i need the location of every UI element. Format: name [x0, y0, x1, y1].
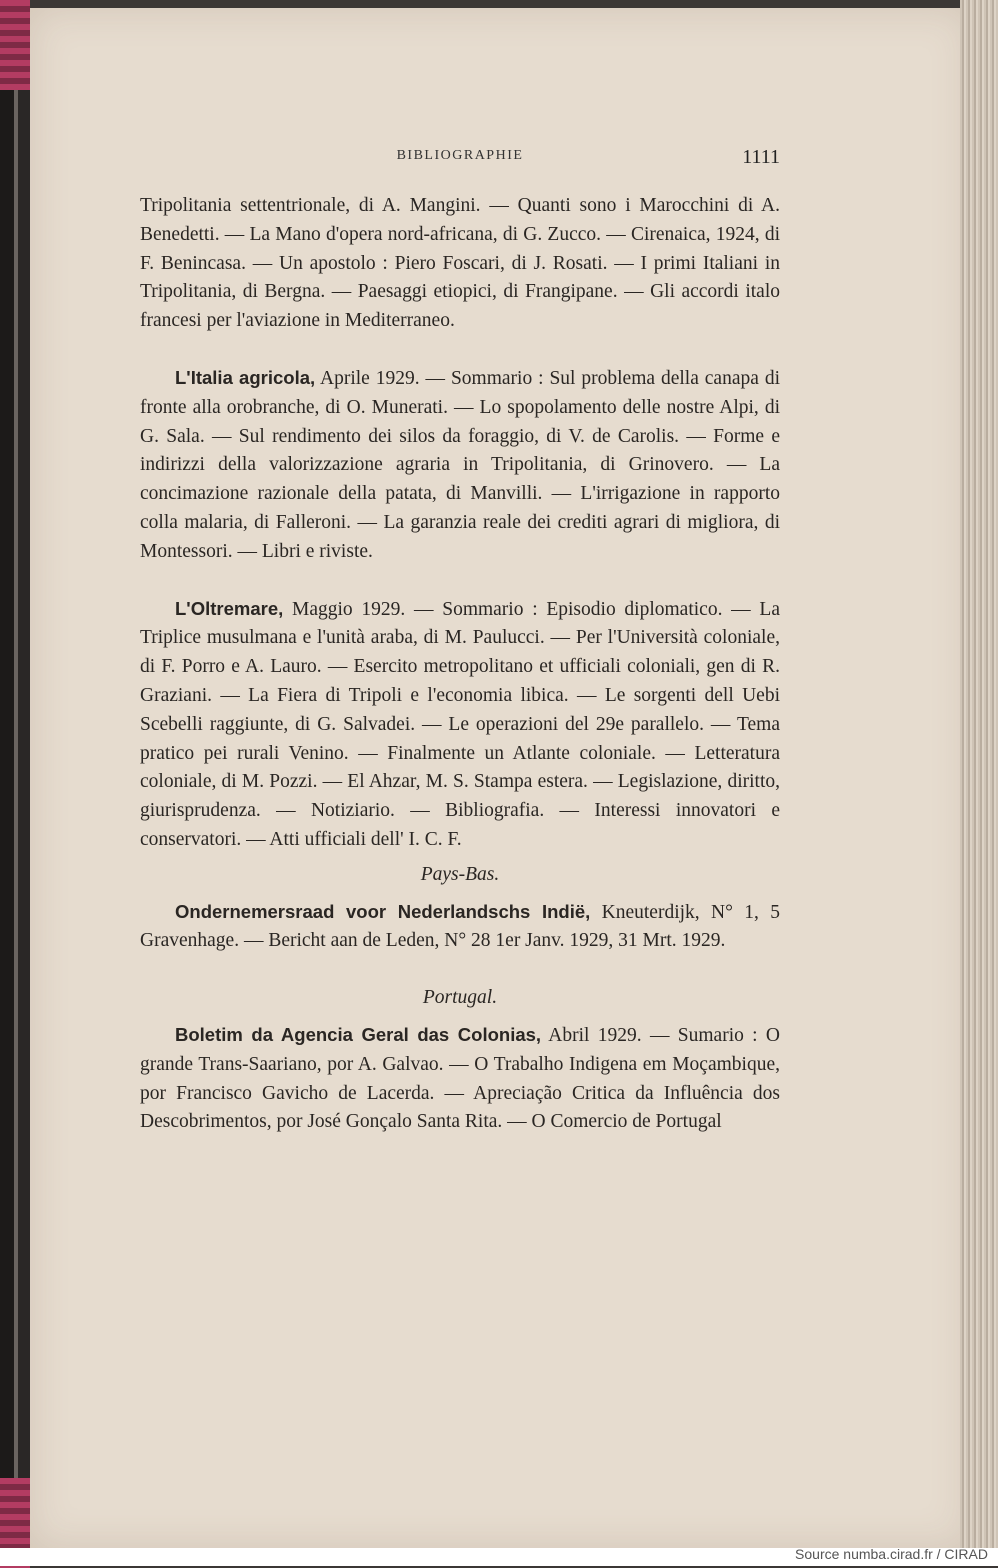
bibliography-entry-italia-agricola	[140, 364, 780, 567]
entry-text: Aprile 1929. — Sommario : Sul problema della canapa di fronte alla orobranche, di O. Munerati. — Lo spopolamento delle nostre Alpi, di G. Sala. — Sul rendimento dei silos da foraggio, di V. de Carolis. — Forme e indirizzi della valorizzazione agraria in Tripolitania, di Grinovero. — La concimazione razionale della patata, di Manvilli. — L'irrigazione in rapporto colla malaria, di Falleroni. — La garanzia reale dei crediti agrari di migliora, di Montessori. — Libri e riviste.	[140, 367, 780, 562]
entry-title: Ondernemersraad voor Nederlandschs Indië,	[175, 900, 591, 922]
page-edges	[960, 0, 998, 1550]
page-header	[140, 148, 780, 170]
entry-text: Tripolitania settentrionale, di A. Mangini. — Quanti sono i Marocchini di A. Benedetti. — La Mano d'opera nord-africana, di G. Zucco. — Cirenaica, 1924, di F. Benincasa. — Un apostolo : Piero Foscari, di J. Rosati. — I primi Italiani in Tripolitania, di Bergna. — Paesaggi etiopici, di Frangipane. — Gli accordi italo francesi per l'aviazione in Mediterraneo.	[140, 195, 780, 332]
running-title: BIBLIOGRAPHIE	[396, 148, 524, 163]
bibliography-entry-continuation	[140, 192, 780, 336]
section-heading-pays-bas: Pays-Bas.	[420, 863, 500, 885]
bibliography-entry-boletim	[140, 1021, 780, 1137]
bibliography-entry-oltremare	[140, 595, 780, 855]
entry-title: Boletim da Agencia Geral das Colonias,	[175, 1023, 542, 1045]
bibliography-entry-ondernemersraad	[140, 898, 780, 957]
spine-band-top	[0, 0, 30, 90]
entry-title: L'Italia agricola,	[175, 366, 316, 388]
source-credit: Source numba.cirad.fr / CIRAD	[795, 1546, 988, 1562]
book-spine	[0, 0, 30, 1566]
page-body	[140, 192, 780, 1137]
section-heading-portugal: Portugal.	[422, 987, 498, 1009]
entry-title: L'Oltremare,	[175, 597, 284, 619]
entry-text: Kneuterdijk, N° 1, 5 Gravenhage. — Bericht aan de Leden, N° 28 1er Janv. 1929, 31 Mrt. 1929.	[140, 901, 780, 952]
entry-text: Maggio 1929. — Sommario : Episodio diplomatico. — La Triplice musulmana e l'unità araba, di M. Paulucci. — Per l'Università coloniale, di F. Porro e A. Lauro. — Esercito metropolitano et ufficiali coloniali, gen di R. Graziani. — La Fiera di Tripoli e l'economia libica. — Le sorgenti dell Uebi Scebelli raggiunte, di G. Salvadei. — Le operazioni del 29e parallelo. — Tema pratico pei rurali Venino. — Finalmente un Atlante coloniale. — Letteratura coloniale, di M. Pozzi. — El Ahzar, M. S. Stampa estera. — Legislazione, diritto, giurisprudenza. — Notiziario. — Bibliografia. — Interessi innovatori e conservatori. — Atti ufficiali dell' I. C. F.	[140, 598, 780, 850]
page-number: 1111	[742, 146, 780, 168]
entry-text: Abril 1929. — Sumario : O grande Trans-Saariano, por A. Galvao. — O Trabalho Indigena em Moçambique, por Francisco Gavicho de Lacerda. — Apreciação Critica da Influência dos Descobrimentos, por José Gonçalo Santa Rita. — O Comercio de Portugal	[140, 1024, 780, 1133]
